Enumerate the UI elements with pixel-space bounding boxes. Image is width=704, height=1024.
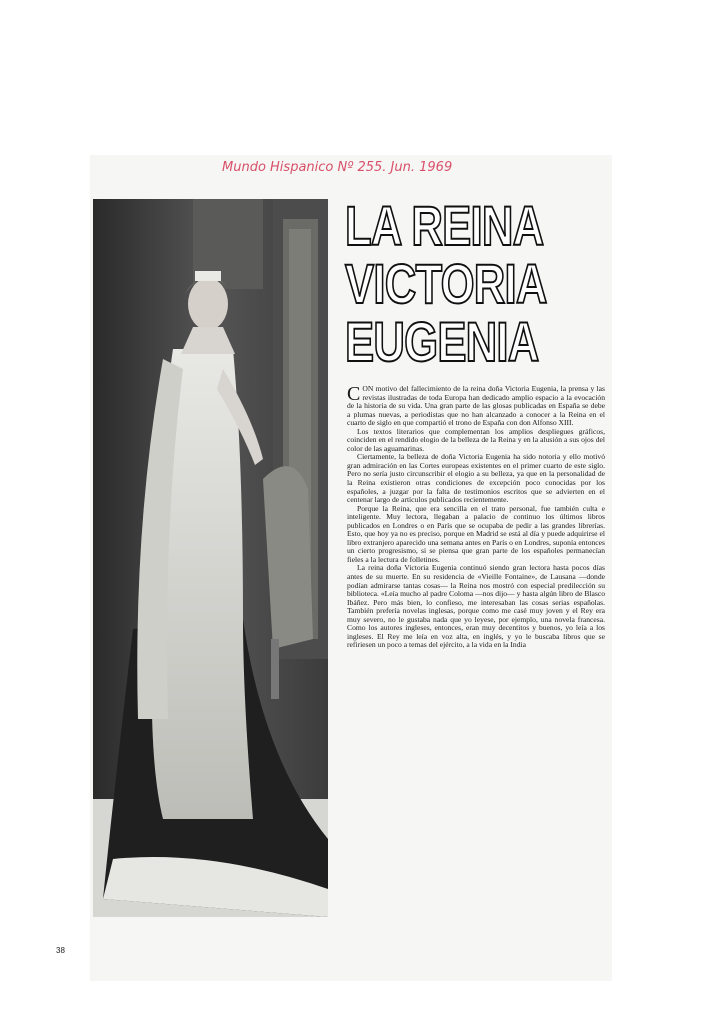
paragraph-1 xyxy=(347,385,605,428)
paragraph-3: Ciertamente, la belleza de doña Victoria Eugenia ha sido notoria y ello motivó gran admiración en las Cortes europeas existentes en el primer cuarto de este siglo. Pero no sería justo circunscribir el elogio a su belleza, ya que en la personalidad de la Reina existieron otras condiciones de excepción poco conocidas por los españoles, a juzgar por la falta de testimonios escritos que se advierten en el centenar largo de artículos publicados recientemente. xyxy=(347,452,605,505)
portrait-photo-icon xyxy=(93,199,328,917)
page-number: 38 xyxy=(56,946,65,955)
headline-line-1: LA REINA xyxy=(345,194,544,257)
headline-line-2: VICTORIA xyxy=(345,252,547,315)
paragraph-2: Los textos literarios que complementan los amplios despliegues gráficos, coinciden en el rendido elogio de la belleza de la Reina y en la alusión a sus ojos del color de las aguamarinas. xyxy=(347,426,605,453)
handwritten-annotation: Mundo Hispanico Nº 255. Jun. 1969 xyxy=(222,160,453,175)
headline-line-3: EUGENIA xyxy=(345,310,539,373)
drop-cap: C xyxy=(347,383,361,405)
headline xyxy=(345,194,605,373)
paragraph-4: Porque la Reina, que era sencilla en el trato personal, fue también culta e inteligente. Muy lectora, llegaban a palacio de continuo los últimos libros publicados en Londres o en París que se ocupaba de pedir a las grandes librerías. Esto, que hoy ya no es preciso, porque en Madrid se está al día y puede adquirirse el libro extranjero aparecido una semana antes en París o en Londres, suponía entonces un cierto progresismo, si se piensa que gran parte de los españoles permanecían fieles a la lectura de folletines. xyxy=(347,503,605,564)
paragraph-5: La reina doña Victoria Eugenia continuó siendo gran lectora hasta pocos días antes de su muerte. En su residencia de «Vieille Fontaine», de Lausana —donde podían admirarse tantas cosas— la Reina nos mostró con especial predilección su biblioteca. «Leía mucho al padre Coloma —nos dijo— y hasta algún libro de Blasco Ibáñez. Pero más bien, lo confieso, me interesaban las cosas serias españolas. También prefería novelas inglesas, porque como me casé muy joven y el Rey era muy severo, no le gustaba nada que yo leyese, por ejemplo, una novela francesa. Como los autores ingleses, entonces, eran muy decentitos y buenos, yo leía a los ingleses. El Rey me leía en voz alta, en inglés, y yo le buscaba libros que se refiriesen un poco a temas del ejército, a la vida en la India xyxy=(347,563,605,650)
article-body xyxy=(347,385,605,650)
queen-portrait-photo xyxy=(93,199,328,917)
paragraph-1-text: ON motivo del fallecimiento de la reina doña Victoria Eugenia, la prensa y las revistas ilustradas de toda Europa han dedicado amplio espacio a la evocación de la historia de su vida. Una gran parte de las glosas publicadas en España se debe a plumas nuevas, a periodistas que no han alcanzado a conocer a la Reina en el cuarto de siglo en que compartió el trono de España con don Alfonso XIII. xyxy=(347,384,605,428)
